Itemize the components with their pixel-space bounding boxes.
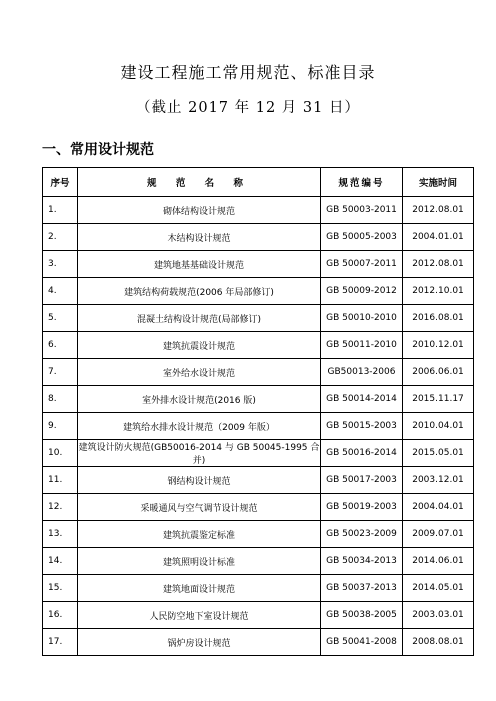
- row-name: 建筑照明设计标准: [78, 548, 321, 575]
- row-name: 建筑地基基础设计规范: [78, 251, 321, 278]
- document-title: 建设工程施工常用规范、标准目录: [120, 63, 376, 82]
- row-number: 11.: [43, 467, 78, 494]
- row-code: GB 50015-2003: [321, 413, 403, 440]
- table-header: [43, 168, 474, 197]
- row-number: 12.: [43, 494, 78, 521]
- row-name: 建筑结构荷载规范(2006 年局部修订): [78, 278, 321, 305]
- row-code: GB 50019-2003: [321, 494, 403, 521]
- row-code: GB 50034-2013: [321, 548, 403, 575]
- row-code: GB 50011-2010: [321, 332, 403, 359]
- row-date: 2014.05.01: [403, 575, 474, 602]
- table-row: [43, 521, 474, 548]
- row-date: 2009.07.01: [403, 521, 474, 548]
- row-name: 建筑抗震设计规范: [78, 332, 321, 359]
- row-name: 建筑地面设计规范: [78, 575, 321, 602]
- row-number: 14.: [43, 548, 78, 575]
- row-number: 6.: [43, 332, 78, 359]
- row-number: 7.: [43, 359, 78, 386]
- header-name: 规 范 名 称: [78, 168, 321, 197]
- row-code: GB 50037-2013: [321, 575, 403, 602]
- row-name: 木结构设计规范: [78, 224, 321, 251]
- row-date: 2004.04.01: [403, 494, 474, 521]
- table-row: [43, 278, 474, 305]
- row-date: 2015.05.01: [403, 440, 474, 467]
- row-date: 2004.01.01: [403, 224, 474, 251]
- row-date: 2010.12.01: [403, 332, 474, 359]
- row-code: GB 50005-2003: [321, 224, 403, 251]
- row-date: 2012.08.01: [403, 251, 474, 278]
- row-code: GB 50023-2009: [321, 521, 403, 548]
- row-date: 2008.08.01: [403, 629, 474, 656]
- header-no: 序号: [43, 168, 78, 197]
- row-date: 2016.08.01: [403, 305, 474, 332]
- table-row: [43, 467, 474, 494]
- header-date: 实施时间: [403, 168, 474, 197]
- row-number: 4.: [43, 278, 78, 305]
- row-code: GB 50017-2003: [321, 467, 403, 494]
- table-row: [43, 251, 474, 278]
- row-number: 2.: [43, 224, 78, 251]
- table-row: [43, 629, 474, 656]
- row-code: GB 50038-2005: [321, 602, 403, 629]
- row-number: 9.: [43, 413, 78, 440]
- row-name: 建筑设计防火规范(GB50016-2014 与 GB 50045-1995 合并): [78, 440, 321, 467]
- row-name: 混凝土结构设计规范(局部修订): [78, 305, 321, 332]
- table-row: [43, 440, 474, 467]
- row-date: 2003.03.01: [403, 602, 474, 629]
- row-code: GB50013-2006: [321, 359, 403, 386]
- row-number: 16.: [43, 602, 78, 629]
- row-number: 1.: [43, 197, 78, 224]
- row-name: 室外给水设计规范: [78, 359, 321, 386]
- row-number: 5.: [43, 305, 78, 332]
- table-row: [43, 224, 474, 251]
- section-heading: 一、常用设计规范: [42, 142, 154, 158]
- row-name: 锅炉房设计规范: [78, 629, 321, 656]
- table-row: [43, 359, 474, 386]
- row-name: 人民防空地下室设计规范: [78, 602, 321, 629]
- row-code: GB 50014-2014: [321, 386, 403, 413]
- table-row: [43, 197, 474, 224]
- table-row: [43, 413, 474, 440]
- row-number: 15.: [43, 575, 78, 602]
- table-row: [43, 602, 474, 629]
- row-code: GB 50016-2014: [321, 440, 403, 467]
- row-date: 2003.12.01: [403, 467, 474, 494]
- table-row: [43, 386, 474, 413]
- row-date: 2006.06.01: [403, 359, 474, 386]
- row-date: 2010.04.01: [403, 413, 474, 440]
- standards-table: [42, 167, 474, 656]
- row-date: 2012.08.01: [403, 197, 474, 224]
- row-number: 3.: [43, 251, 78, 278]
- document-subtitle: （截止 2017 年 12 月 31 日）: [136, 100, 360, 116]
- row-date: 2015.11.17: [403, 386, 474, 413]
- table-row: [43, 548, 474, 575]
- row-number: 13.: [43, 521, 78, 548]
- row-code: GB 50003-2011: [321, 197, 403, 224]
- row-date: 2014.06.01: [403, 548, 474, 575]
- header-code: 规范编号: [321, 168, 403, 197]
- row-code: GB 50009-2012: [321, 278, 403, 305]
- table-row: [43, 332, 474, 359]
- table-body: [43, 197, 474, 656]
- row-name: 室外排水设计规范(2016 版): [78, 386, 321, 413]
- row-code: GB 50041-2008: [321, 629, 403, 656]
- row-name: 钢结构设计规范: [78, 467, 321, 494]
- row-number: 17.: [43, 629, 78, 656]
- row-number: 10.: [43, 440, 78, 467]
- row-name: 建筑给水排水设计规范（2009 年版）: [78, 413, 321, 440]
- row-code: GB 50010-2010: [321, 305, 403, 332]
- row-name: 建筑抗震鉴定标准: [78, 521, 321, 548]
- row-name: 采暖通风与空气调节设计规范: [78, 494, 321, 521]
- table-row: [43, 494, 474, 521]
- row-date: 2012.10.01: [403, 278, 474, 305]
- table-row: [43, 305, 474, 332]
- table-header-row: [43, 168, 474, 197]
- row-name: 砌体结构设计规范: [78, 197, 321, 224]
- table-row: [43, 575, 474, 602]
- row-number: 8.: [43, 386, 78, 413]
- row-code: GB 50007-2011: [321, 251, 403, 278]
